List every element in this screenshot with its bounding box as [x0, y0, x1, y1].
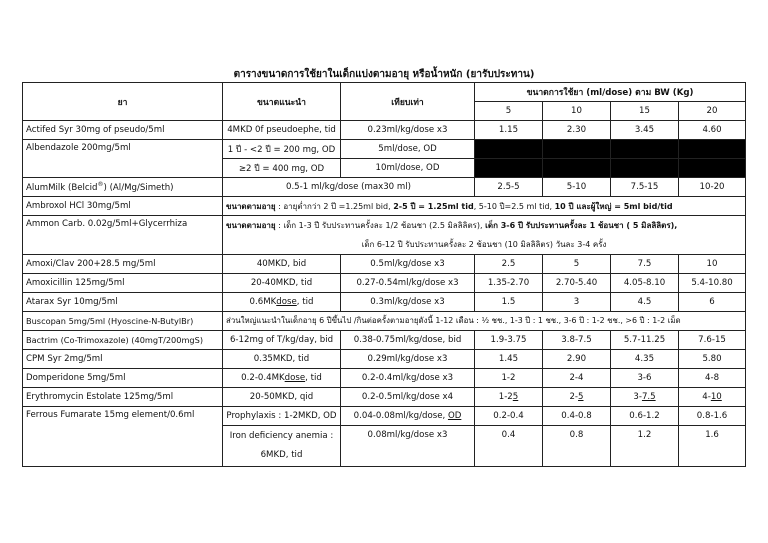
- recommended-dose: [223, 426, 341, 467]
- age-based-dose: [223, 197, 746, 216]
- underlined-text: 10: [710, 392, 722, 402]
- recommended-dose: 20-40MKD, tid: [223, 274, 341, 293]
- dose-10kg: 2.70-5.40: [543, 274, 611, 293]
- blacked-out-cell: [679, 159, 746, 178]
- drug-name: Ammon Carb. 0.02g/5ml+Glycerrhiza: [23, 216, 223, 255]
- dose-15kg: 4.5: [611, 293, 679, 312]
- dose-text: , tid: [305, 373, 322, 383]
- recommended-dose: 6-12mg of T/kg/day, bid: [223, 331, 341, 350]
- underlined-text: 7.5: [641, 392, 656, 402]
- bold-text: 10 ปี และผู้ใหญ่ = 5ml bid/tid: [554, 201, 673, 211]
- table-row: [23, 331, 746, 350]
- equivalent-dose: 10ml/dose, OD: [341, 159, 475, 178]
- dose-15kg: 3-6: [611, 369, 679, 388]
- dose-text: 4-: [702, 392, 711, 402]
- underlined-text: dose: [284, 373, 306, 383]
- underlined-text: dose: [276, 297, 297, 307]
- dose-text: 0.6MK: [249, 297, 277, 307]
- drug-name: Atarax Syr 10mg/5ml: [23, 293, 223, 312]
- dose-text: 1-2: [498, 392, 513, 402]
- underlined-text: 5: [512, 392, 519, 402]
- table-row: [23, 407, 746, 426]
- dose-line-1: [226, 216, 742, 235]
- registered-mark: ®: [97, 181, 104, 189]
- table-row: [23, 255, 746, 274]
- recommended-dose: [223, 369, 341, 388]
- table-row: [23, 216, 746, 255]
- dose-20kg: 4-8: [679, 369, 746, 388]
- dose-15kg: 7.5-15: [611, 178, 679, 197]
- recommended-dose: [223, 293, 341, 312]
- dose-20kg: 10: [679, 255, 746, 274]
- recommended-dose: 4MKD 0f pseudoephe, tid: [223, 121, 341, 140]
- table-row: [23, 140, 746, 159]
- recommended-dose: 40MKD, bid: [223, 255, 341, 274]
- recommended-dose: 20-50MKD, qid: [223, 388, 341, 407]
- drug-name: CPM Syr 2mg/5ml: [23, 350, 223, 369]
- table-row: [23, 369, 746, 388]
- drug-name: Ferrous Fumarate 15mg element/0.6ml: [23, 407, 223, 467]
- blacked-out-cell: [679, 140, 746, 159]
- equivalent-dose: 0.27-0.54ml/kg/dose x3: [341, 274, 475, 293]
- header-bw-10: 10: [543, 102, 611, 121]
- recommended-dose: ≥2 ปี = 400 mg, OD: [223, 159, 341, 178]
- equivalent-dose: 0.29ml/kg/dose x3: [341, 350, 475, 369]
- drug-name: Amoxi/Clav 200+28.5 mg/5ml: [23, 255, 223, 274]
- header-dose-by-bw: ขนาดการใช้ยา (ml/dose) ตาม BW (Kg): [475, 83, 746, 102]
- dose-5kg: 1.5: [475, 293, 543, 312]
- blacked-out-cell: [475, 140, 543, 159]
- drug-name: Domperidone 5mg/5ml: [23, 369, 223, 388]
- dose-5kg: [475, 388, 543, 407]
- drug-name: Amoxicillin 125mg/5ml: [23, 274, 223, 293]
- blacked-out-cell: [475, 159, 543, 178]
- table-row: [23, 350, 746, 369]
- dose-text: : เด็ก 1-3 ปี รับประทานครั้งละ 1/2 ช้อนชา (2.5 มิลลิลิตร),: [275, 221, 486, 230]
- equivalent-dose: 0.08ml/kg/dose x3: [341, 426, 475, 467]
- blacked-out-cell: [611, 159, 679, 178]
- bold-text: 2-5 ปี = 1.25ml tid: [393, 201, 474, 211]
- dose-20kg: 5.80: [679, 350, 746, 369]
- table-row: [23, 197, 746, 216]
- bold-text: ขนาดตามอายุ: [226, 201, 276, 211]
- dose-20kg: 5.4-10.80: [679, 274, 746, 293]
- dose-20kg: 10-20: [679, 178, 746, 197]
- recommended-dose: Prophylaxis : 1-2MKD, OD: [223, 407, 341, 426]
- dose-15kg: 7.5: [611, 255, 679, 274]
- recommended-dose: 0.5-1 ml/kg/dose (max30 ml): [223, 178, 475, 197]
- dose-text: 0.04-0.08ml/kg/dose,: [353, 411, 448, 421]
- recommended-dose: 1 ปี - <2 ปี = 200 mg, OD: [223, 140, 341, 159]
- dose-5kg: 1.15: [475, 121, 543, 140]
- dose-text: : อายุต่ำกว่า 2 ปี =1.25ml bid,: [275, 201, 394, 211]
- drug-name: Erythromycin Estolate 125mg/5ml: [23, 388, 223, 407]
- drug-name: Ambroxol HCl 30mg/5ml: [23, 197, 223, 216]
- header-bw-15: 15: [611, 102, 679, 121]
- recommended-dose: 0.35MKD, tid: [223, 350, 341, 369]
- blacked-out-cell: [611, 140, 679, 159]
- dose-10kg: 3.8-7.5: [543, 331, 611, 350]
- pediatric-dose-table: [22, 82, 746, 467]
- dose-20kg: 6: [679, 293, 746, 312]
- blacked-out-cell: [543, 140, 611, 159]
- drug-name: Bactrim (Co-Trimoxazole) (40mgT/200mgS): [23, 331, 223, 350]
- header-bw-5: 5: [475, 102, 543, 121]
- dose-10kg: 2.90: [543, 350, 611, 369]
- dose-10kg: [543, 388, 611, 407]
- dose-10kg: 2-4: [543, 369, 611, 388]
- drug-name: Albendazole 200mg/5ml: [23, 140, 223, 178]
- equivalent-dose: 5ml/dose, OD: [341, 140, 475, 159]
- dose-10kg: 2.30: [543, 121, 611, 140]
- header-row: [23, 83, 746, 102]
- header-drug: ยา: [23, 83, 223, 121]
- age-based-dose: ส่วนใหญ่แนะนำในเด็กอายุ 6 ปีขึ้นไป /กินต่อครั้งตามอายุดังนี้ 1-12 เดือน : ½ ชช., 1-3 ปี : 1 ชช., 3-6 ปี : 1-2 ชช., >6 ปี : 1-2 เม็ด: [223, 312, 746, 331]
- dose-5kg: 1.9-3.75: [475, 331, 543, 350]
- header-recommended: ขนาดแนะนำ: [223, 83, 341, 121]
- drug-name: Actifed Syr 30mg of pseudo/5ml: [23, 121, 223, 140]
- dose-5kg: 1.45: [475, 350, 543, 369]
- table-row: [23, 312, 746, 331]
- dose-20kg: 7.6-15: [679, 331, 746, 350]
- header-equivalent: เทียบเท่า: [341, 83, 475, 121]
- dose-5kg: 2.5: [475, 255, 543, 274]
- dose-10kg: 5-10: [543, 178, 611, 197]
- dose-5kg: 0.2-0.4: [475, 407, 543, 426]
- table-row: [23, 274, 746, 293]
- dose-line-2: เด็ก 6-12 ปี รับประทานครั้งละ 2 ช้อนชา (10 มิลลิลิตร) วันละ 3-4 ครั้ง: [361, 240, 607, 249]
- dose-15kg: 1.2: [611, 426, 679, 467]
- dose-text: 0.2-0.4MK: [241, 373, 285, 383]
- equivalent-dose: 0.3ml/kg/dose x3: [341, 293, 475, 312]
- header-bw-20: 20: [679, 102, 746, 121]
- drug-name-part: ) (Al/Mg/Simeth): [103, 182, 174, 193]
- drug-name-part: AlumMilk (Belcid: [26, 182, 98, 193]
- dose-line-2: 6MKD, tid: [260, 450, 303, 460]
- dose-15kg: 3.45: [611, 121, 679, 140]
- underlined-text: OD: [447, 411, 462, 421]
- dose-20kg: [679, 388, 746, 407]
- dose-20kg: 4.60: [679, 121, 746, 140]
- table-row: [23, 178, 746, 197]
- equivalent-dose: 0.23ml/kg/dose x3: [341, 121, 475, 140]
- age-based-dose: [223, 216, 746, 255]
- dose-line-1: Iron deficiency anemia :: [229, 431, 334, 441]
- dose-10kg: 5: [543, 255, 611, 274]
- dose-5kg: 1-2: [475, 369, 543, 388]
- table-row: [23, 388, 746, 407]
- dose-15kg: 5.7-11.25: [611, 331, 679, 350]
- dose-20kg: 1.6: [679, 426, 746, 467]
- equivalent-dose: [341, 407, 475, 426]
- equivalent-dose: 0.5ml/kg/dose x3: [341, 255, 475, 274]
- drug-name: Buscopan 5mg/5ml (Hyoscine-N-ButylBr): [23, 312, 223, 331]
- equivalent-dose: 0.2-0.5ml/kg/dose x4: [341, 388, 475, 407]
- table-title: ตารางขนาดการใช้ยาในเด็กแบ่งตามอายุ หรือน้ำหนัก (ยารับประทาน): [233, 69, 535, 80]
- table-row: [23, 121, 746, 140]
- dose-15kg: 0.6-1.2: [611, 407, 679, 426]
- dose-text: 3-: [633, 392, 642, 402]
- dose-text: 2-: [569, 392, 579, 402]
- underlined-text: 5: [578, 392, 584, 402]
- dose-5kg: 0.4: [475, 426, 543, 467]
- equivalent-dose: 0.38-0.75ml/kg/dose, bid: [341, 331, 475, 350]
- bold-text: ขนาดตามอายุ: [226, 221, 276, 230]
- dose-15kg: 4.35: [611, 350, 679, 369]
- dose-text: , 5-10 ปี=2.5 ml tid,: [473, 201, 555, 211]
- dose-15kg: 4.05-8.10: [611, 274, 679, 293]
- blacked-out-cell: [543, 159, 611, 178]
- drug-name: [23, 178, 223, 197]
- dose-10kg: 0.8: [543, 426, 611, 467]
- dose-10kg: 0.4-0.8: [543, 407, 611, 426]
- dose-5kg: 2.5-5: [475, 178, 543, 197]
- bold-text: เด็ก 3-6 ปี รับประทานครั้งละ 1 ช้อนชา ( 5 มิลลิลิตร),: [485, 221, 678, 230]
- dose-5kg: 1.35-2.70: [475, 274, 543, 293]
- dose-10kg: 3: [543, 293, 611, 312]
- equivalent-dose: 0.2-0.4ml/kg/dose x3: [341, 369, 475, 388]
- table-row: [23, 293, 746, 312]
- dose-15kg: [611, 388, 679, 407]
- dose-text: , tid: [296, 297, 314, 307]
- dose-20kg: 0.8-1.6: [679, 407, 746, 426]
